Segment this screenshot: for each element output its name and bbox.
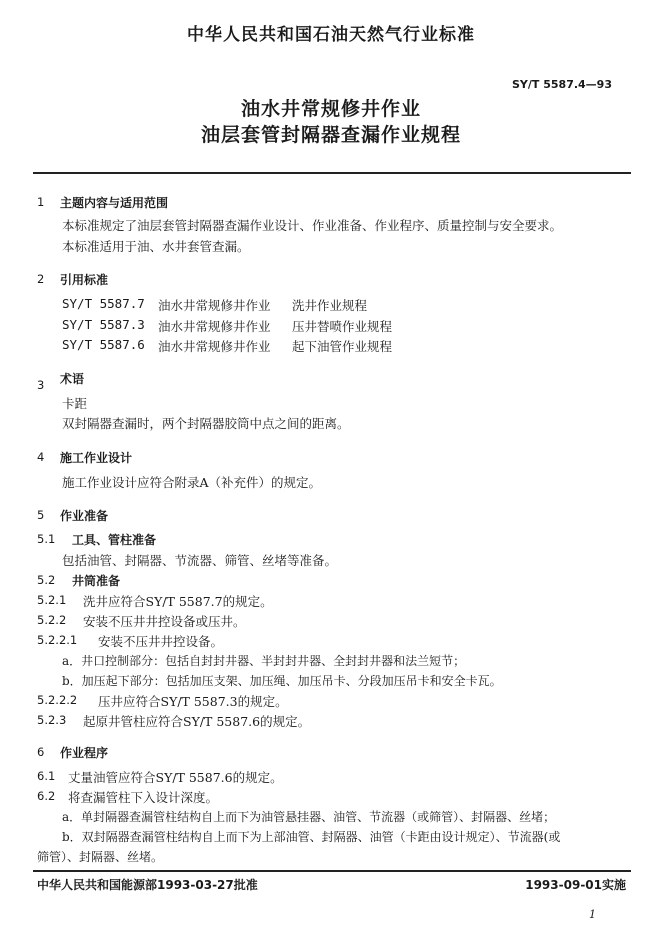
clause-5-2-2-1-text: 安装不压井井控设备。 xyxy=(98,634,224,649)
section-1-number: 1 xyxy=(37,195,45,209)
clause-6-2-number: 6.2 xyxy=(37,789,56,803)
section-1-para-1: 本标准规定了油层套管封隔器查漏作业设计、作业准备、作业程序、质量控制与安全要求。 xyxy=(62,218,563,233)
clause-5-2-2-2-text: 压井应符合SY/T 5587.3的规定。 xyxy=(98,694,288,709)
header-divider xyxy=(33,172,631,174)
document-title-line1: 油水井常规修井作业 xyxy=(240,98,421,120)
clause-5-2-1-number: 5.2.1 xyxy=(37,593,67,607)
ref-name: 起下油管作业规程 xyxy=(292,339,393,354)
section-1-title: 主题内容与适用范围 xyxy=(60,196,169,210)
section-5-number: 5 xyxy=(37,508,45,522)
section-2-title: 引用标准 xyxy=(60,273,109,287)
section-4-title: 施工作业设计 xyxy=(60,451,133,465)
ref-code: SY/T 5587.6 xyxy=(62,337,145,352)
list-item-a: a．单封隔器查漏管柱结构自上而下为油管悬挂器、油管、节流器（或筛管）、封隔器、丝堵； xyxy=(62,810,556,824)
clause-5-2-2-number: 5.2.2 xyxy=(37,613,67,627)
term-name: 卡距 xyxy=(62,396,88,411)
section-2-number: 2 xyxy=(37,272,45,286)
section-6-title: 作业程序 xyxy=(60,746,109,760)
ref-group: 油水井常规修井作业 xyxy=(158,298,271,313)
clause-5-2-2-text: 安装不压井井控设备或压井。 xyxy=(83,614,246,629)
clause-5-2-3-text: 起原井管柱应符合SY/T 5587.6的规定。 xyxy=(83,714,311,729)
ref-code: SY/T 5587.3 xyxy=(62,317,145,332)
section-1-para-2: 本标准适用于油、水井套管查漏。 xyxy=(62,239,250,254)
clause-6-1-number: 6.1 xyxy=(37,769,56,783)
section-3-title: 术语 xyxy=(60,372,85,386)
list-item-a: a．井口控制部分：包括自封封井器、半封封井器、全封封井器和法兰短节； xyxy=(62,654,466,668)
clause-5-2-2-1-number: 5.2.2.1 xyxy=(37,633,78,647)
document-title-line2: 油层套管封隔器查漏作业规程 xyxy=(200,124,461,146)
section-4-number: 4 xyxy=(37,450,45,464)
effective-date: 1993-09-01实施 xyxy=(525,878,626,892)
clause-5-1-text: 包括油管、封隔器、节流器、筛管、丝堵等准备。 xyxy=(62,553,338,568)
clause-5-1-title: 工具、管柱准备 xyxy=(72,533,157,547)
clause-6-2-text: 将查漏管柱下入设计深度。 xyxy=(68,790,219,805)
ref-group: 油水井常规修井作业 xyxy=(158,339,271,354)
approval-statement: 中华人民共和国能源部1993-03-27批准 xyxy=(37,878,258,892)
ref-name: 压井替喷作业规程 xyxy=(292,319,393,334)
ref-code: SY/T 5587.7 xyxy=(62,296,145,311)
page-number: 1 xyxy=(589,908,596,921)
ref-group: 油水井常规修井作业 xyxy=(158,319,271,334)
footer-divider xyxy=(33,870,631,872)
clause-5-2-3-number: 5.2.3 xyxy=(37,713,67,727)
list-item-b: b．双封隔器查漏管柱结构自上而下为上部油管、封隔器、油管（卡距由设计规定）、节流器(或 xyxy=(62,830,561,844)
section-3-number: 3 xyxy=(37,378,45,392)
clause-6-1-text: 丈量油管应符合SY/T 5587.6的规定。 xyxy=(68,770,283,785)
clause-5-2-title: 井筒准备 xyxy=(72,574,121,588)
clause-5-1-number: 5.1 xyxy=(37,532,56,546)
ref-name: 洗井作业规程 xyxy=(292,298,368,313)
list-item-b: b．加压起下部分：包括加压支架、加压绳、加压吊卡、分段加压吊卡和安全卡瓦。 xyxy=(62,674,502,688)
section-4-para: 施工作业设计应符合附录A（补充件）的规定。 xyxy=(62,475,322,490)
standard-code: SY/T 5587.4—93 xyxy=(512,78,612,91)
issuing-organization: 中华人民共和国石油天然气行业标准 xyxy=(187,25,475,45)
section-6-number: 6 xyxy=(37,745,45,759)
clause-5-2-2-2-number: 5.2.2.2 xyxy=(37,693,78,707)
clause-5-2-number: 5.2 xyxy=(37,573,56,587)
clause-5-2-1-text: 洗井应符合SY/T 5587.7的规定。 xyxy=(83,594,273,609)
term-definition: 双封隔器查漏时，两个封隔器胶筒中点之间的距离。 xyxy=(62,416,350,431)
list-item-b-continued: 筛管）、封隔器、丝堵。 xyxy=(37,850,164,864)
section-5-title: 作业准备 xyxy=(60,509,109,523)
